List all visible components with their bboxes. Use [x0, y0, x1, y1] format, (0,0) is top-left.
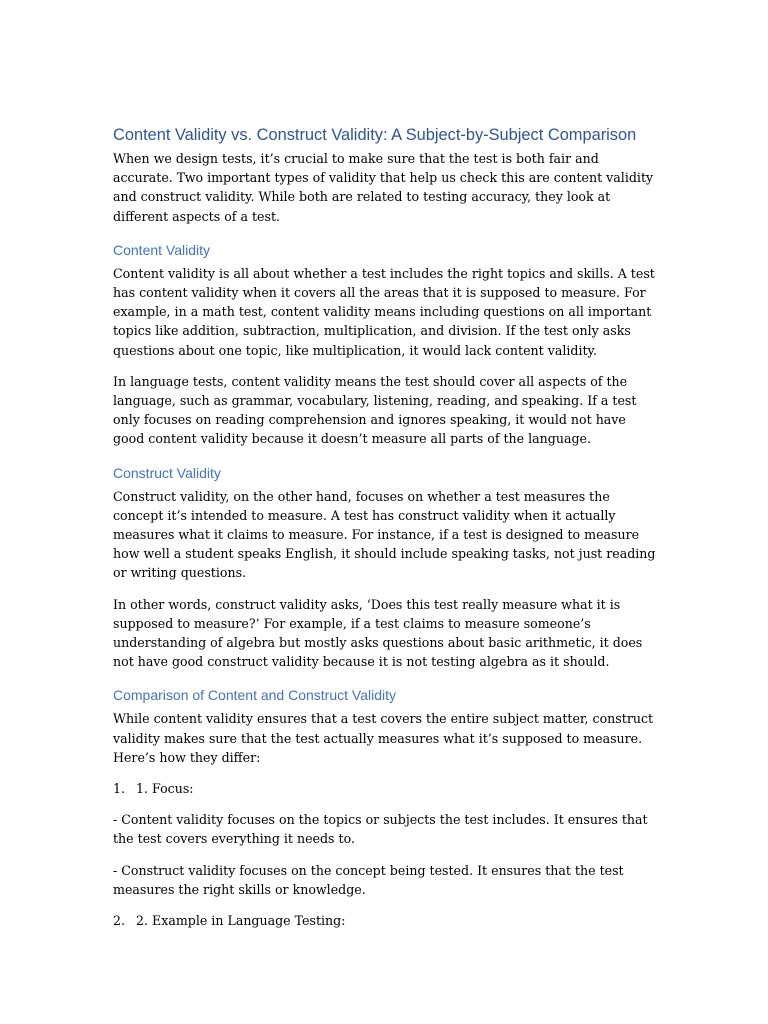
content-validity-paragraph-2: In language tests, content validity means the test should cover all aspects of the language, such as grammar, vocabulary, listening, reading, and speaking. If a test only focuses on reading comprehension and ignores speaking, it would not have good content validity because it doesn’t measure all parts of the language. [113, 373, 637, 447]
list-item-label: 1. Focus: [136, 781, 194, 797]
intro-paragraph: When we design tests, it’s crucial to make sure that the test is both fair and accurate. Two important types of validity that help us check this are content validity and construct validity. While both are related to testing accuracy, they look at different aspects of a test. [113, 151, 654, 224]
heading-content-validity: Content Validity [113, 241, 211, 258]
focus-content-paragraph: - Content validity focuses on the topics or subjects the test includes. It ensures that the test covers everything it needs to. [113, 812, 648, 847]
document-body [113, 124, 658, 930]
list-item-focus [113, 779, 658, 798]
list-number: 1. [113, 781, 126, 797]
list-number: 2. [113, 913, 126, 929]
construct-validity-paragraph-2: In other words, construct validity asks, ‘Does this test really measure what it is supposed to measure?’ For example, if a test claims to measure someone’s understanding of algebra but mostly asks questions about basic arithmetic, it does not have good construct validity because it is not testing algebra as it should. [113, 596, 643, 670]
focus-construct-paragraph: - Construct validity focuses on the concept being tested. It ensures that the test measures the right skills or knowledge. [113, 862, 624, 897]
heading-construct-validity: Construct Validity [113, 464, 221, 481]
list-item-label: 2. Example in Language Testing: [136, 913, 346, 929]
heading-comparison: Comparison of Content and Construct Validity [113, 687, 396, 704]
document-title: Content Validity vs. Construct Validity: A Subject-by-Subject Comparison [113, 126, 637, 144]
content-validity-paragraph-1: Content validity is all about whether a test includes the right topics and skills. A test has content validity when it covers all the areas that it is supposed to measure. For example, in a math test, content validity means including questions on all important topics like addition, subtraction, multiplication, and division. If the test only asks questions about one topic, like multiplication, it would lack content validity. [113, 265, 655, 358]
comparison-intro-paragraph: While content validity ensures that a test covers the entire subject matter, construct validity makes sure that the test actually measures what it’s supposed to measure. Here’s how they differ: [113, 711, 654, 765]
list-item-language-testing [113, 911, 658, 930]
construct-validity-paragraph-1: Construct validity, on the other hand, focuses on whether a test measures the concept it’s intended to measure. A test has construct validity when it actually measures what it claims to measure. For instance, if a test is designed to measure how well a student speaks English, it should include speaking tasks, not just reading or writing questions. [113, 488, 656, 581]
